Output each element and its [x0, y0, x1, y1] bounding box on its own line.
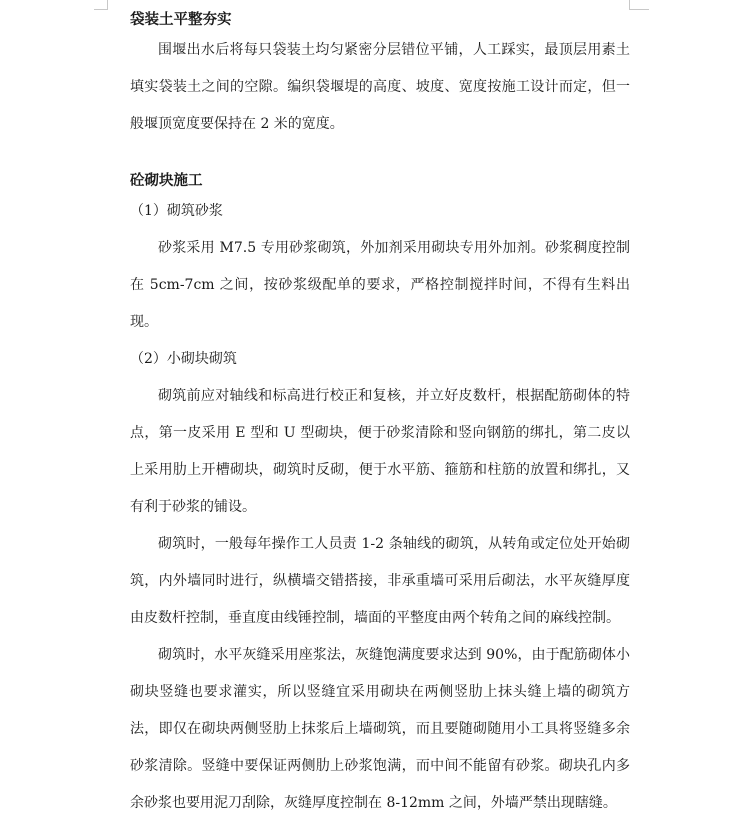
paragraph-masonry-3: 砌筑时，水平灰缝采用座浆法，灰缝饱满度要求达到 90%，由于配筋砌体小砌块竖缝也要求灌实，所以竖缝宜采用砌块在两侧竖肋上抹头缝上墙的砌筑方法，即仅在砌块两侧竖肋上抹浆后上墙砌筑，而且要随砌随用小工具将竖缝多余砂浆清除。竖缝中要保证两侧肋上砂浆饱满，而中间不能留有砂浆。砌块孔内多余砂浆也要用泥刀刮除，灰缝厚度控制在 8-12mm 之间，外墙严禁出现瞎缝。 — [130, 647, 630, 811]
paragraph-masonry-1: 砌筑前应对轴线和标高进行校正和复核，并立好皮数杆，根据配筋砌体的特点，第一皮采用 E 型和 U 型砌块，便于砂浆清除和竖向钢筋的绑扎，第二皮以上采用肋上开槽砌块，砌筑时反砌，便于水平筋、箍筋和柱筋的放置和绑扎，又有利于砂浆的铺设。 — [130, 388, 630, 515]
subheading-block-masonry: （2）小砌块砌筑 — [130, 351, 237, 367]
subheading-mortar: （1）砌筑砂浆 — [130, 203, 223, 219]
section-heading-block-construction: 砼砌块施工 — [130, 173, 203, 189]
section-spacer — [130, 143, 630, 169]
paragraph-masonry-2: 砌筑时，一般每年操作工人员责 1-2 条轴线的砌筑，从转角或定位处开始砌筑，内外墙同时进行，纵横墙交错搭接，非承重墙可采用后砌法，水平灰缝厚度由皮数杆控制，垂直度由线锤控制，墙面的平整度由两个转角之间的麻线控制。 — [130, 536, 630, 626]
paragraph-sandbag: 围堰出水后将每只袋装土均匀紧密分层错位平铺，人工踩实，最顶层用素土填实袋装土之间的空隙。编织袋堰堤的高度、坡度、宽度按施工设计而定，但一般堰顶宽度要保持在 2 米的宽度。 — [130, 42, 630, 132]
crop-mark-right-horizontal — [629, 9, 649, 10]
document-body — [130, 8, 630, 822]
crop-mark-left-horizontal — [94, 9, 108, 10]
paragraph-mortar: 砂浆采用 M7.5 专用砂浆砌筑，外加剂采用砌块专用外加剂。砂浆稠度控制在 5cm-7cm 之间，按砂浆级配单的要求，严格控制搅拌时间，不得有生料出现。 — [130, 240, 630, 330]
section-heading-sandbag: 袋装土平整夯实 — [130, 12, 232, 28]
crop-mark-left-vertical — [107, 0, 108, 9]
